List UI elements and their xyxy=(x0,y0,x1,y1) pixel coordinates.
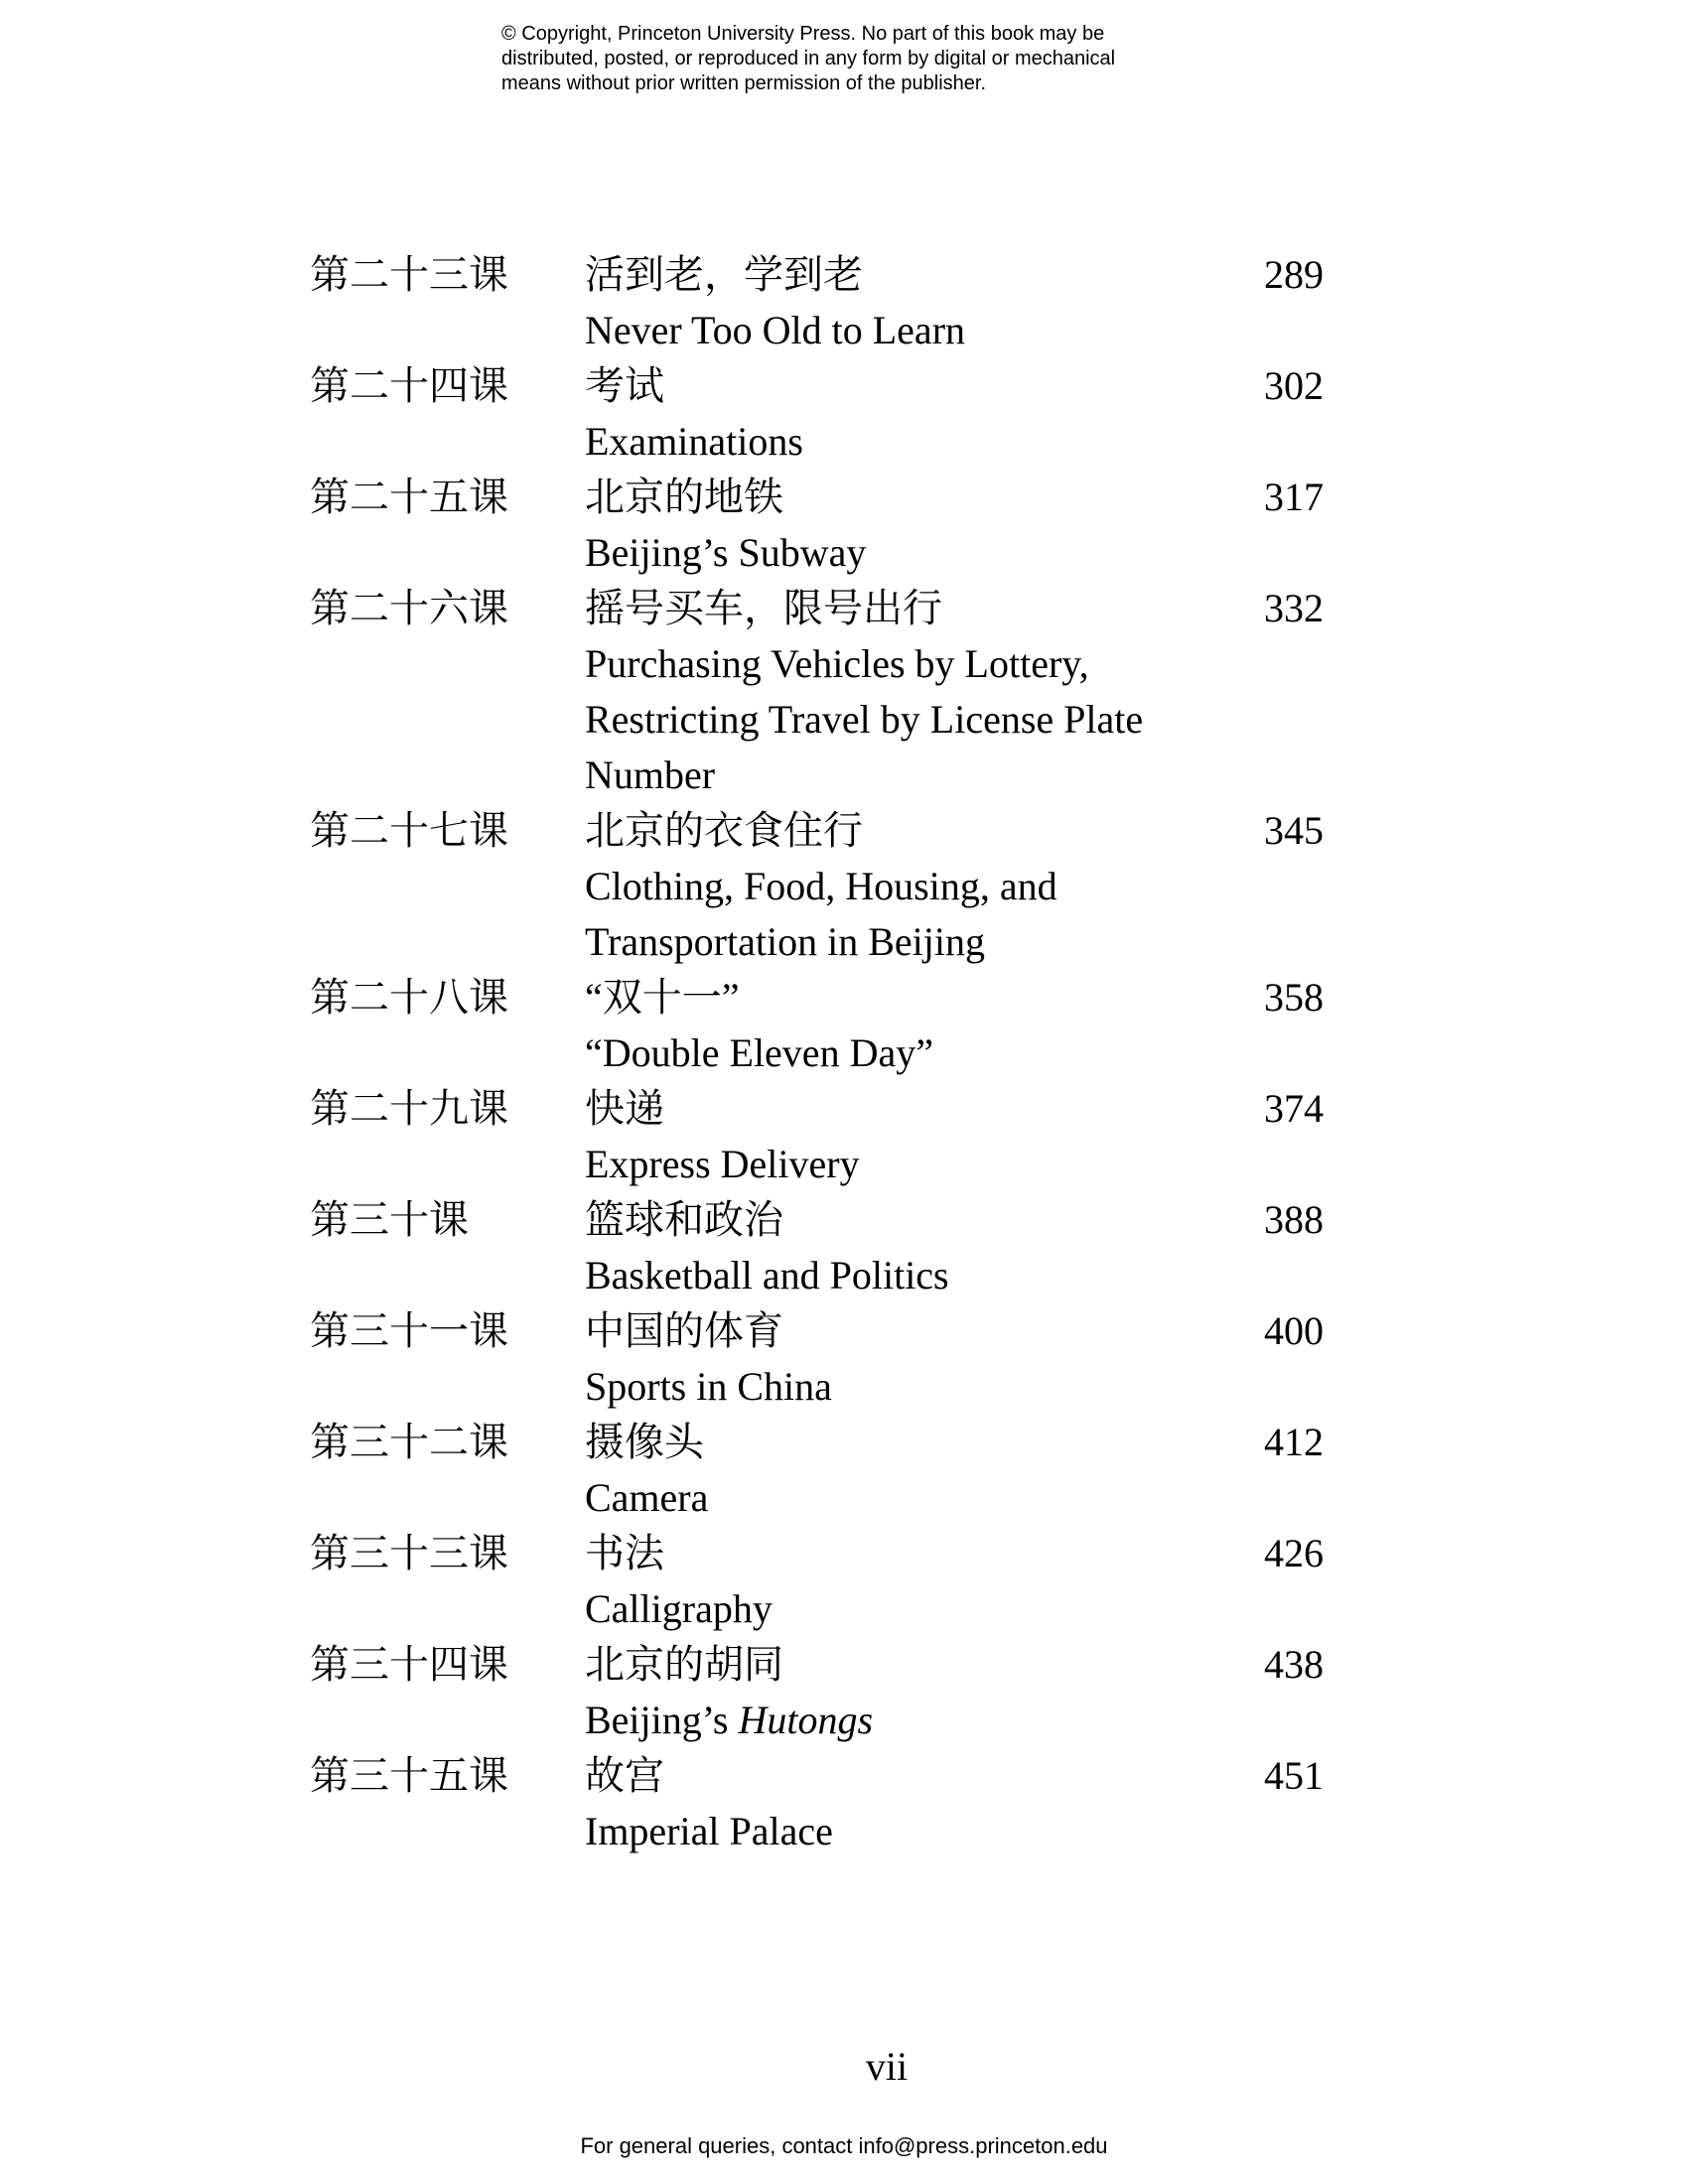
lesson-number: 第三十五课 xyxy=(310,1753,508,1798)
copyright-line: © Copyright, Princeton University Press. No part of this book may be xyxy=(501,23,1105,45)
lesson-title-english: Calligraphy xyxy=(585,1586,773,1631)
toc-row xyxy=(310,1192,1324,1248)
lesson-number: 第二十九课 xyxy=(310,1086,508,1131)
page-number: 332 xyxy=(1264,586,1324,630)
page-number: 302 xyxy=(1264,363,1324,408)
lesson-title-english: Beijing’s Subway xyxy=(585,530,867,575)
toc-entry xyxy=(310,358,1324,470)
lesson-title-chinese: 摄像头 xyxy=(585,1420,704,1464)
toc-row xyxy=(310,1637,1324,1693)
page-number: 374 xyxy=(1264,1086,1324,1131)
lesson-title-chinese: 北京的衣食住行 xyxy=(585,808,863,853)
lesson-number: 第三十课 xyxy=(310,1197,469,1242)
toc-entry xyxy=(310,1526,1324,1637)
page-number: 451 xyxy=(1264,1753,1324,1798)
copyright-notice xyxy=(501,22,1115,96)
lesson-title-english xyxy=(585,1693,1324,1748)
lesson-title-english: Camera xyxy=(585,1475,709,1520)
toc-row xyxy=(310,1415,1324,1470)
page-number: 388 xyxy=(1264,1197,1324,1242)
lesson-title-chinese: 北京的胡同 xyxy=(585,1642,783,1687)
lesson-title-english: Purchasing Vehicles by Lottery, xyxy=(585,641,1089,686)
lesson-title-chinese: 摇号买车，限号出行 xyxy=(585,586,942,630)
table-of-contents xyxy=(310,247,1324,1859)
toc-row xyxy=(310,803,1324,859)
toc-row xyxy=(310,470,1324,525)
lesson-title-chinese: 快递 xyxy=(585,1086,664,1131)
lesson-number: 第二十六课 xyxy=(310,586,508,630)
lesson-title-english: Imperial Palace xyxy=(585,1809,833,1853)
lesson-title-chinese: 篮球和政治 xyxy=(585,1197,783,1242)
toc-row xyxy=(310,1748,1324,1804)
lesson-title-chinese: 书法 xyxy=(585,1531,664,1575)
lesson-number: 第二十七课 xyxy=(310,808,508,853)
lesson-title-english: Express Delivery xyxy=(585,1142,860,1186)
lesson-number: 第三十四课 xyxy=(310,1642,508,1687)
folio-page-number: vii xyxy=(865,2044,909,2089)
lesson-number: 第二十五课 xyxy=(310,475,508,519)
english-text: Beijing’s xyxy=(585,1698,739,1742)
toc-entry xyxy=(310,970,1324,1081)
toc-entry xyxy=(310,247,1324,358)
toc-entry xyxy=(310,1081,1324,1192)
toc-row xyxy=(310,1303,1324,1359)
toc-row xyxy=(310,1081,1324,1137)
lesson-title-chinese: “双十一” xyxy=(585,975,740,1020)
toc-row xyxy=(310,581,1324,636)
page-number: 400 xyxy=(1264,1308,1324,1353)
page-number: 289 xyxy=(1264,252,1324,297)
lesson-title-english: Restricting Travel by License Plate xyxy=(585,697,1144,742)
page-number: 317 xyxy=(1264,475,1324,519)
lesson-number: 第三十一课 xyxy=(310,1308,508,1353)
toc-entry xyxy=(310,470,1324,581)
toc-entry xyxy=(310,1415,1324,1526)
page-number: 426 xyxy=(1264,1531,1324,1575)
lesson-number: 第三十三课 xyxy=(310,1531,508,1575)
toc-row xyxy=(310,1526,1324,1581)
copyright-line: distributed, posted, or reproduced in any form by digital or mechanical xyxy=(501,48,1116,69)
footer-contact-line: For general queries, contact info@press.princeton.edu xyxy=(580,2133,1108,2158)
lesson-title-chinese: 活到老，学到老 xyxy=(585,252,863,297)
toc-entry xyxy=(310,1192,1324,1303)
toc-row xyxy=(310,247,1324,303)
lesson-title-chinese: 故宫 xyxy=(585,1753,664,1798)
toc-entry xyxy=(310,1748,1324,1859)
lesson-number: 第二十四课 xyxy=(310,363,508,408)
toc-row xyxy=(310,358,1324,414)
page-number: 438 xyxy=(1264,1642,1324,1687)
lesson-number: 第二十八课 xyxy=(310,975,508,1020)
toc-entry xyxy=(310,581,1324,803)
lesson-title-english: Number xyxy=(585,752,716,797)
toc-row xyxy=(310,970,1324,1025)
lesson-title-english: “Double Eleven Day” xyxy=(585,1030,933,1075)
english-text-italic: Hutongs xyxy=(738,1698,874,1742)
page-number: 412 xyxy=(1264,1420,1324,1464)
toc-entry xyxy=(310,1637,1324,1748)
lesson-number: 第二十三课 xyxy=(310,252,508,297)
lesson-title-chinese: 北京的地铁 xyxy=(585,475,783,519)
lesson-title-chinese: 中国的体育 xyxy=(585,1308,783,1353)
lesson-title-english: Clothing, Food, Housing, and xyxy=(585,864,1057,908)
page-number: 345 xyxy=(1264,808,1324,853)
toc-entry xyxy=(310,803,1324,970)
toc-entry xyxy=(310,1303,1324,1415)
lesson-title-english: Basketball and Politics xyxy=(585,1253,949,1297)
lesson-title-english: Never Too Old to Learn xyxy=(585,308,966,352)
lesson-title-english: Transportation in Beijing xyxy=(585,919,985,964)
copyright-line: means without prior written permission of the publisher. xyxy=(501,72,987,94)
page-number: 358 xyxy=(1264,975,1324,1020)
lesson-number: 第三十二课 xyxy=(310,1420,508,1464)
lesson-title-chinese: 考试 xyxy=(585,363,664,408)
lesson-title-english: Sports in China xyxy=(585,1364,832,1409)
lesson-title-english: Examinations xyxy=(585,419,803,464)
